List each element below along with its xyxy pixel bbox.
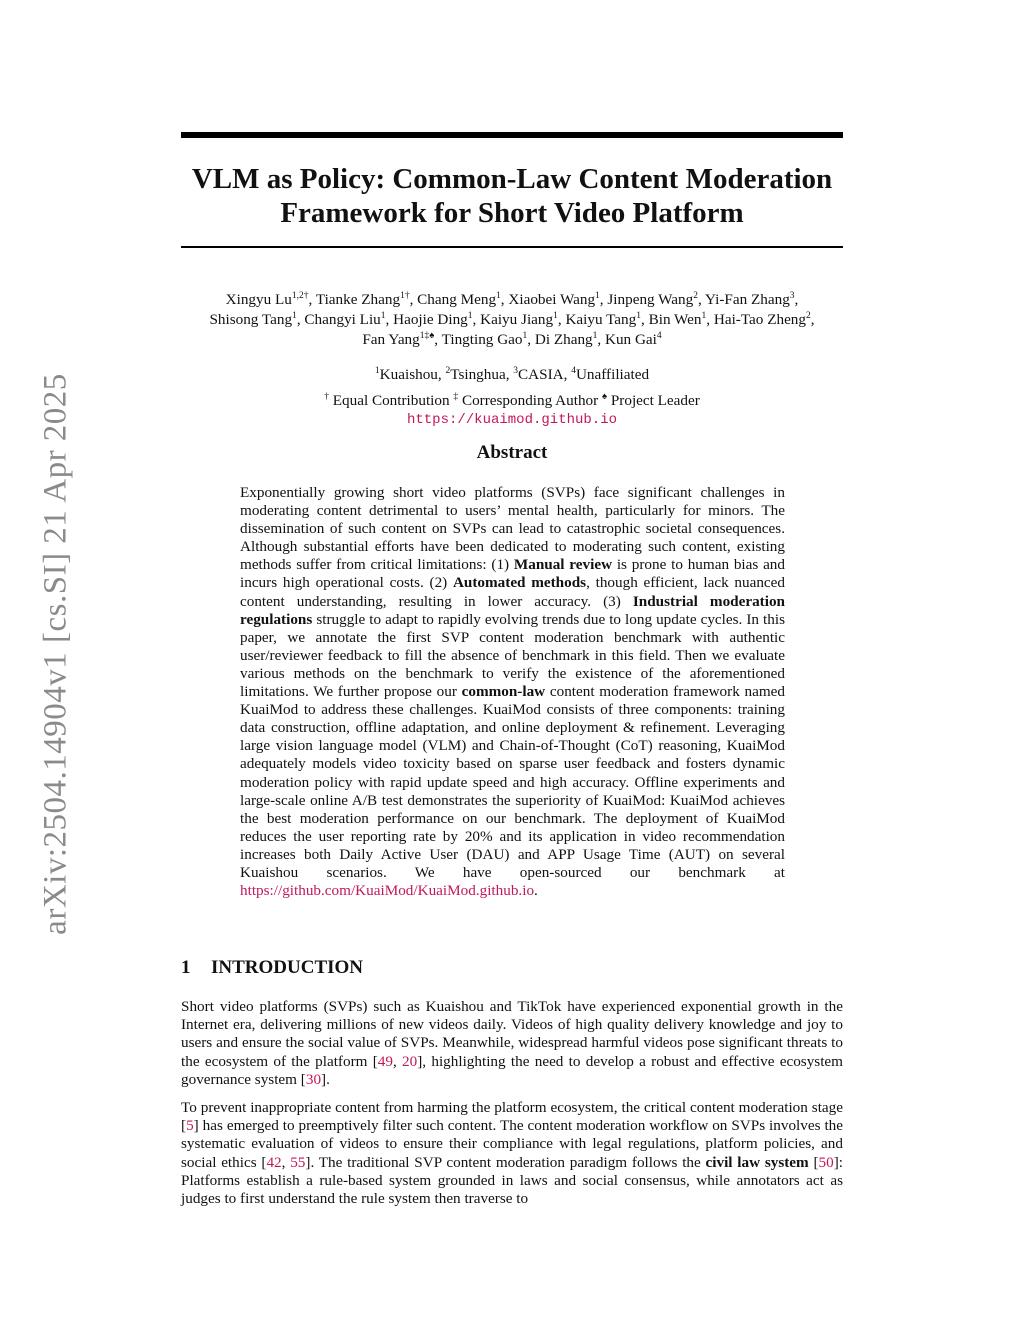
author-name: Kaiyu Tang xyxy=(565,311,637,328)
title-rule-top xyxy=(181,132,843,138)
author-affiliation-mark: 2 xyxy=(806,311,811,321)
author-name: Tingting Gao xyxy=(441,331,523,348)
affiliation-mark: 1 xyxy=(374,366,380,376)
paragraph-text-run: ]. xyxy=(321,1070,330,1088)
author-name: Haojie Ding xyxy=(393,311,468,328)
author-separator: , xyxy=(794,291,799,308)
affiliation-mark: 4 xyxy=(571,366,576,376)
abstract-text xyxy=(240,484,785,900)
author-separator: , xyxy=(472,311,481,328)
paragraph-text-run: , xyxy=(392,1052,403,1070)
author-name: Changyi Liu xyxy=(304,311,381,328)
author-line xyxy=(170,330,854,350)
author-name: Xiaobei Wang xyxy=(508,291,596,308)
affiliation-name: Tsinghua xyxy=(450,366,506,383)
paragraph-text-run: [ xyxy=(808,1153,819,1171)
author-line xyxy=(170,290,854,310)
paragraph-text-run: ] has emerged to preemptively filter such content. The content moderation workflow on SVPs involves the systematic evaluation of videos to ensure their compliance with legal regulations, platform policies, and social ethics [ xyxy=(181,1117,843,1171)
title-line-1: VLM as Policy: Common-Law Content Moderation xyxy=(191,163,833,195)
author-separator: , xyxy=(308,291,316,308)
paragraph-link[interactable]: 5 xyxy=(186,1117,194,1135)
author-separator: , xyxy=(597,331,605,348)
author-affiliation-mark: 1 xyxy=(496,291,501,301)
author-separator: , xyxy=(641,311,649,328)
affiliation-mark: 3 xyxy=(513,366,519,376)
author-notes xyxy=(181,391,843,411)
affiliation-separator: , xyxy=(563,366,572,383)
abstract-bold-term: Manual review xyxy=(513,556,613,574)
author-affiliation-mark: 1 xyxy=(595,291,600,301)
abstract-text-run: . xyxy=(534,882,538,900)
paragraph-bold-term: civil law system xyxy=(705,1153,809,1171)
note-text: Corresponding Author xyxy=(458,392,602,409)
intro-paragraph-1 xyxy=(181,998,843,1089)
note-symbol: ♠ xyxy=(602,392,608,402)
author-separator: , xyxy=(296,311,305,328)
author-line xyxy=(170,310,854,330)
affiliations xyxy=(181,365,843,385)
author-separator: , xyxy=(434,331,442,348)
author-separator: , xyxy=(557,311,566,328)
paragraph-link[interactable]: 50 xyxy=(818,1153,834,1171)
paragraph-text-run: ]: Platforms establish a rule-based system grounded in laws and social consensus, while annotators act as judges to first understand the rule system then traverse to xyxy=(181,1153,843,1208)
author-name: Shisong Tang xyxy=(209,311,293,328)
abstract-bold-term: Industrial moderation regulations xyxy=(240,592,785,628)
abstract-text-run: struggle to adapt to rapidly evolving trends due to long update cycles. In this paper, we annotate the first SVP content moderation benchmark with authentic user/reviewer feedback to fill the absence of benchmark in this field. Then we evaluate various methods on the benchmark to verify the existence of the aforementioned limitations. We further propose our xyxy=(240,610,785,701)
author-name: Chang Meng xyxy=(417,291,497,308)
section-heading-introduction xyxy=(181,956,363,980)
author-name: Di Zhang xyxy=(534,331,593,348)
author-affiliation-mark: 2 xyxy=(693,291,698,301)
intro-paragraph-2 xyxy=(181,1099,843,1208)
author-separator: , xyxy=(810,311,815,328)
author-affiliation-mark: 1 xyxy=(467,311,473,321)
abstract-text-run: content moderation framework named KuaiMod to address these challenges. KuaiMod consists of three components: training data construction, offline adaptation, and online deployment & refinement. Leveraging large vision language model (VLM) and Chain-of-Thought (CoT) reasoning, KuaiMod adequately models video toxicity based on sparse user feedback and fosters dynamic moderation policy with rapid update speed and high accuracy. Offline experiments and large-scale online A/B test demonstrates the superiority of KuaiMod: KuaiMod achieves the best moderation performance on our benchmark. The deployment of KuaiMod reduces the user reporting rate by 20% and its application in video recommendation increases both Daily Active User (DAU) and APP Usage Time (AUT) on several Kuaishou scenarios. We have open-sourced our benchmark at xyxy=(240,683,785,881)
author-name: Jinpeng Wang xyxy=(607,291,694,308)
affiliation-separator: , xyxy=(437,366,446,383)
author-separator: , xyxy=(385,311,394,328)
section-number: 1 xyxy=(181,957,191,978)
note-symbol: ‡ xyxy=(453,392,459,402)
author-list xyxy=(170,290,854,350)
paragraph-text-run: To prevent inappropriate content from harming the platform ecosystem, the critical content moderation stage [ xyxy=(181,1099,843,1135)
author-separator: , xyxy=(527,331,535,348)
paragraph-link[interactable]: 20 xyxy=(402,1052,418,1070)
paragraph-text-run: , xyxy=(281,1153,291,1171)
paragraph-text-run: Short video platforms (SVPs) such as Kuaishou and TikTok have experienced exponential growth in the Internet era, delivering millions of new videos daily. Videos of high quality delivery knowledge and joy to users and ensure the social value of SVPs. Meanwhile, widespread harmful videos pose significant threats to the ecosystem of the platform [ xyxy=(181,998,843,1070)
paragraph-text-run: ]. The traditional SVP content moderation paradigm follows the xyxy=(305,1153,706,1171)
paper-title xyxy=(181,162,843,230)
author-affiliation-mark: 1,2† xyxy=(291,291,309,301)
note-symbol: † xyxy=(324,392,329,402)
author-name: Kaiyu Jiang xyxy=(480,311,554,328)
author-name: Yi-Fan Zhang xyxy=(705,291,790,308)
author-affiliation-mark: 1 xyxy=(522,331,528,341)
abstract-heading: Abstract xyxy=(476,442,548,463)
author-name: Hai-Tao Zheng xyxy=(713,311,806,328)
abstract-bold-term: Automated methods xyxy=(452,574,587,592)
title-line-2: Framework for Short Video Platform xyxy=(280,197,744,229)
abstract-text-run: is prone to human bias and incurs high operational costs. (2) xyxy=(240,556,785,592)
title-rule-bottom xyxy=(181,246,843,248)
abstract-text-run: Exponentially growing short video platforms (SVPs) face significant challenges in moderating content detrimental to users’ mental health, particularly for minors. The dissemination of such content on SVPs can lead to catastrophic societal consequences. Although substantial efforts have been dedicated to moderating such content, existing methods suffer from critical limitations: (1) xyxy=(240,484,785,574)
note-text: Equal Contribution xyxy=(328,392,454,409)
author-affiliation-mark: 1 xyxy=(636,311,641,321)
abstract-link[interactable]: https://github.com/KuaiMod/KuaiMod.github.io xyxy=(240,882,535,900)
affiliation-separator: , xyxy=(505,366,514,383)
author-separator: , xyxy=(500,291,509,308)
author-affiliation-mark: 1‡♠ xyxy=(419,331,435,341)
arxiv-identifier-stamp: arXiv:2504.14904v1 [cs.SI] 21 Apr 2025 xyxy=(37,373,74,935)
paragraph-text-run: ], highlighting the need to develop a robust and effective ecosystem governance system [ xyxy=(181,1052,843,1088)
affiliation-name: Unaffiliated xyxy=(575,366,650,383)
abstract-text-run: , though efficient, lack nuanced content understanding, resulting in lower accuracy. (3) xyxy=(240,574,785,610)
author-name: Xingyu Lu xyxy=(225,291,292,308)
note-text: Project Leader xyxy=(607,392,700,409)
author-affiliation-mark: 1 xyxy=(701,311,707,321)
paragraph-link[interactable]: 49 xyxy=(377,1052,393,1070)
author-affiliation-mark: 4 xyxy=(656,331,662,341)
section-title: INTRODUCTION xyxy=(211,957,364,978)
author-separator: , xyxy=(409,291,418,308)
author-separator: , xyxy=(697,291,705,308)
affiliation-mark: 2 xyxy=(445,366,451,376)
project-url-link[interactable]: https://kuaimod.github.io xyxy=(406,412,618,428)
author-name: Fan Yang xyxy=(362,331,420,348)
affiliation-name: Kuaishou xyxy=(379,366,438,383)
author-affiliation-mark: 3 xyxy=(789,291,795,301)
paragraph-link[interactable]: 30 xyxy=(305,1070,322,1088)
author-affiliation-mark: 1 xyxy=(380,311,386,321)
author-affiliation-mark: 1 xyxy=(292,311,297,321)
author-separator: , xyxy=(599,291,608,308)
abstract-bold-term: common-law xyxy=(461,683,546,701)
author-name: Tianke Zhang xyxy=(315,291,401,308)
author-separator: , xyxy=(706,311,714,328)
author-affiliation-mark: 1 xyxy=(592,331,598,341)
paragraph-link[interactable]: 42 xyxy=(266,1153,282,1171)
author-affiliation-mark: 1 xyxy=(553,311,558,321)
affiliation-name: CASIA xyxy=(518,366,564,383)
author-name: Kun Gai xyxy=(605,331,657,348)
author-name: Bin Wen xyxy=(648,311,702,328)
paragraph-link[interactable]: 55 xyxy=(290,1153,306,1171)
author-affiliation-mark: 1† xyxy=(400,291,410,301)
